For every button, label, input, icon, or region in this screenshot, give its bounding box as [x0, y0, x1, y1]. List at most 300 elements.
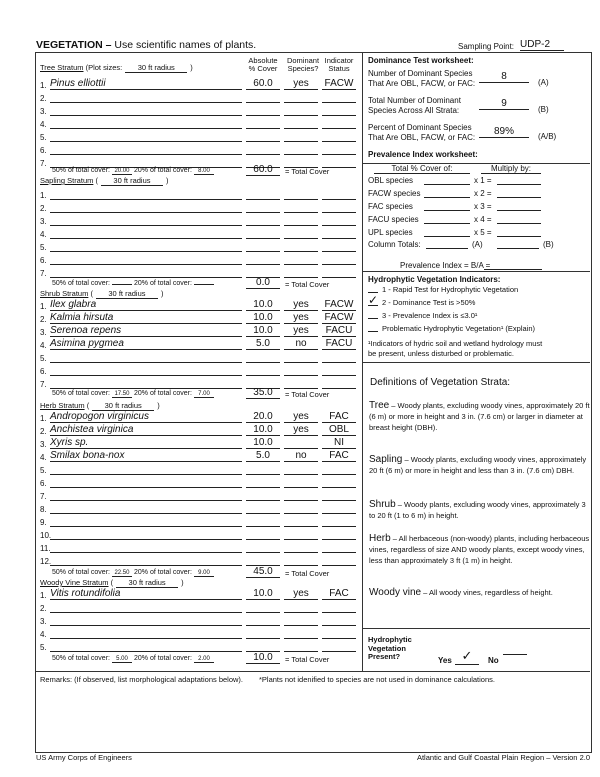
- vine-twenty-label: 20% of total cover:: [133, 655, 192, 662]
- indicator-checkbox[interactable]: [368, 321, 378, 332]
- prevalence-product-field[interactable]: [497, 197, 541, 198]
- prevalence-multiplier: x 4 =: [474, 215, 492, 224]
- tree-species-field[interactable]: [50, 143, 242, 155]
- sapling-species-field[interactable]: [50, 227, 242, 239]
- herb-cover-field[interactable]: [246, 489, 280, 501]
- sapling-cover-field[interactable]: [246, 214, 280, 226]
- herb-row-number: 3.: [40, 440, 47, 449]
- vine-species-field[interactable]: [50, 627, 242, 639]
- prevalence-multiplier: x 3 =: [474, 202, 492, 211]
- col-dominant-header: Dominant Species?: [286, 56, 320, 73]
- sapling-row-number: 4.: [40, 230, 47, 239]
- sapling-fifty-field[interactable]: [112, 284, 132, 285]
- present-no-field[interactable]: [503, 654, 527, 655]
- vine-fifty-label: 50% of total cover:: [52, 655, 110, 662]
- herb-species-field[interactable]: [50, 554, 242, 566]
- prevalence-totals-label: Column Totals:: [368, 240, 421, 249]
- dominance-b-label: Total Number of Dominant Species Across All Strata:: [368, 96, 461, 115]
- tree-row-number: 5.: [40, 133, 47, 142]
- vine-dominant-field[interactable]: [284, 627, 318, 639]
- definition-herb: Herb – All herbaceous (non-woody) plants, including herbaceous vines, regardless of size AND woody plants, except woody vines, less than approximately 3 ft (1 m) in height.: [369, 533, 590, 565]
- herb-dominant-field[interactable]: [284, 554, 318, 566]
- shrub-cover-field[interactable]: 10.0: [246, 299, 280, 311]
- sapling-species-field[interactable]: [50, 214, 242, 226]
- herb-indicator-field[interactable]: OBL: [322, 424, 356, 436]
- tree-twenty-field[interactable]: 8.00: [194, 168, 214, 175]
- shrub-dominant-field[interactable]: yes: [284, 325, 318, 337]
- footer-right: Atlantic and Gulf Coastal Plain Region – Version 2.0: [416, 753, 590, 762]
- present-yes-field[interactable]: ✓: [455, 648, 479, 665]
- herb-indicator-field[interactable]: FAC: [322, 450, 356, 462]
- sapling-plot-size-field[interactable]: 30 ft radius: [101, 176, 163, 186]
- vine-cover-field[interactable]: 10.0: [246, 588, 280, 600]
- sapling-species-field[interactable]: [50, 253, 242, 265]
- tree-row-number: 1.: [40, 81, 47, 90]
- vine-species-field[interactable]: [50, 640, 242, 652]
- vine-row-number: 4.: [40, 630, 47, 639]
- herb-dominant-field[interactable]: [284, 437, 318, 449]
- prevalence-cover-field[interactable]: [424, 184, 470, 185]
- herb-dominant-field[interactable]: [284, 528, 318, 540]
- herb-fifty-field[interactable]: 22.50: [112, 570, 132, 577]
- definitions-title: Definitions of Vegetation Strata:: [370, 377, 511, 388]
- tree-indicator-field[interactable]: [322, 104, 356, 116]
- herb-indicator-field[interactable]: [322, 502, 356, 514]
- definition-woody-vine: Woody vine – All woody vines, regardless of height.: [369, 587, 553, 598]
- sapling-indicator-field[interactable]: [322, 188, 356, 200]
- prevalence-cover-field[interactable]: [424, 197, 470, 198]
- sapling-indicator-field[interactable]: [322, 201, 356, 213]
- herb-dominant-field[interactable]: [284, 541, 318, 553]
- herb-cover-field[interactable]: [246, 554, 280, 566]
- sapling-species-field[interactable]: [50, 201, 242, 213]
- dominance-c-field[interactable]: 89%: [479, 126, 529, 138]
- vine-dominant-field[interactable]: [284, 601, 318, 613]
- sapling-dominant-field[interactable]: [284, 227, 318, 239]
- shrub-dominant-field[interactable]: yes: [284, 299, 318, 311]
- herb-species-field[interactable]: [50, 502, 242, 514]
- sapling-twenty-label: 20% of total cover:: [133, 280, 192, 287]
- herb-dominant-field[interactable]: [284, 463, 318, 475]
- sampling-point-field[interactable]: UDP-2: [520, 39, 564, 51]
- shrub-stratum-label: Shrub Stratum: [40, 289, 89, 298]
- col-absolute-header: Absolute % Cover: [248, 56, 278, 73]
- herb-species-field[interactable]: [50, 541, 242, 553]
- sapling-dominant-field[interactable]: [284, 188, 318, 200]
- shrub-twenty-label: 20% of total cover:: [133, 390, 192, 397]
- shrub-cover-field[interactable]: 10.0: [246, 325, 280, 337]
- tree-twenty-label: 20% of total cover:: [133, 167, 192, 174]
- indicator-checkbox[interactable]: [368, 308, 378, 319]
- prevalence-total-b-field[interactable]: [497, 248, 539, 249]
- sampling-point-label: Sampling Point:: [458, 42, 515, 51]
- herb-close-paren: ): [157, 401, 160, 410]
- divider-definitions: [362, 628, 590, 629]
- shrub-indicator-field[interactable]: [322, 364, 356, 376]
- shrub-dominant-field[interactable]: yes: [284, 312, 318, 324]
- sapling-fifty-label: 50% of total cover:: [52, 280, 110, 287]
- vine-stratum-header: [40, 578, 184, 588]
- tree-cover-field[interactable]: [246, 143, 280, 155]
- vine-total-cover-field[interactable]: 10.0: [246, 652, 280, 664]
- form-title: [36, 39, 256, 51]
- prevalence-cover-field[interactable]: [424, 223, 470, 224]
- shrub-cover-summary: [52, 390, 214, 398]
- shrub-dominant-field[interactable]: [284, 364, 318, 376]
- shrub-species-field[interactable]: [50, 364, 242, 376]
- herb-plot-size-field[interactable]: 30 ft radius: [92, 401, 154, 411]
- herb-row-number: 8.: [40, 505, 47, 514]
- herb-stratum-label: Herb Stratum: [40, 401, 85, 410]
- sapling-indicator-field[interactable]: [322, 266, 356, 278]
- herb-cover-field[interactable]: [246, 541, 280, 553]
- sapling-twenty-field[interactable]: [194, 284, 214, 285]
- shrub-species-field[interactable]: [50, 377, 242, 389]
- herb-row-number: 2.: [40, 427, 47, 436]
- herb-cover-field[interactable]: [246, 502, 280, 514]
- sapling-indicator-field[interactable]: [322, 253, 356, 265]
- shrub-fifty-field[interactable]: 17.50: [112, 391, 132, 398]
- tree-row-number: 4.: [40, 120, 47, 129]
- shrub-row-number: 7.: [40, 380, 47, 389]
- prevalence-product-field[interactable]: [497, 210, 541, 211]
- prevalence-totals-a: (A): [472, 240, 483, 249]
- vine-plot-size-field[interactable]: 30 ft radius: [116, 578, 178, 588]
- herb-dominant-field[interactable]: [284, 502, 318, 514]
- shrub-species-field[interactable]: Serenoa repens: [50, 325, 242, 337]
- tree-row-number: 3.: [40, 107, 47, 116]
- shrub-species-field[interactable]: Asimina pygmea: [50, 338, 242, 350]
- shrub-indicator-field[interactable]: FACU: [322, 325, 356, 337]
- definition-shrub: Shrub – Woody plants, excluding woody vines, approximately 3 to 20 ft (1 to 6 m) in height.: [369, 499, 586, 520]
- tree-total-cover-label: = Total Cover: [285, 167, 330, 176]
- dominance-a-tag: (A): [538, 78, 549, 87]
- herb-cover-summary: [52, 569, 214, 577]
- prevalence-total-a-field[interactable]: [426, 248, 468, 249]
- form-title-rest: Use scientific names of plants.: [114, 39, 257, 51]
- prevalence-row-label: FACU species: [368, 215, 419, 224]
- vine-cover-field[interactable]: [246, 601, 280, 613]
- shrub-row-number: 6.: [40, 367, 47, 376]
- prevalence-multiplier: x 1 =: [474, 176, 492, 185]
- tree-indicator-field[interactable]: [322, 143, 356, 155]
- sapling-row-number: 2.: [40, 204, 47, 213]
- vine-twenty-field[interactable]: 2.00: [194, 656, 214, 663]
- vine-indicator-field[interactable]: [322, 614, 356, 626]
- shrub-indicator-field[interactable]: [322, 351, 356, 363]
- sapling-cover-summary: [52, 280, 214, 287]
- prevalence-index-label: Prevalence Index = B/A =: [400, 261, 491, 270]
- tree-dominant-field[interactable]: [284, 91, 318, 103]
- herb-dominant-field[interactable]: yes: [284, 411, 318, 423]
- shrub-cover-field[interactable]: [246, 364, 280, 376]
- tree-dominant-field[interactable]: [284, 104, 318, 116]
- sapling-row-number: 7.: [40, 269, 47, 278]
- shrub-twenty-field[interactable]: 7.00: [194, 391, 214, 398]
- vine-dominant-field[interactable]: yes: [284, 588, 318, 600]
- shrub-indicator-field[interactable]: FACW: [322, 299, 356, 311]
- shrub-dominant-field[interactable]: no: [284, 338, 318, 350]
- sapling-indicator-field[interactable]: [322, 240, 356, 252]
- prevalence-multiplier: x 2 =: [474, 189, 492, 198]
- herb-dominant-field[interactable]: [284, 515, 318, 527]
- shrub-species-field[interactable]: [50, 351, 242, 363]
- herb-indicator-field[interactable]: [322, 515, 356, 527]
- vine-cover-summary: [52, 655, 214, 663]
- indicator-label: 2 - Dominance Test is >50%: [382, 298, 476, 307]
- herb-row-number: 5.: [40, 466, 47, 475]
- herb-species-field[interactable]: [50, 515, 242, 527]
- sapling-dominant-field[interactable]: [284, 253, 318, 265]
- herb-row-number: 4.: [40, 453, 47, 462]
- prevalence-cover-field[interactable]: [424, 236, 470, 237]
- sapling-row-number: 6.: [40, 256, 47, 265]
- herb-cover-field[interactable]: [246, 463, 280, 475]
- col-indicator-header: Indicator Status: [324, 56, 354, 73]
- herb-row-number: 1.: [40, 414, 47, 423]
- sapling-cover-field[interactable]: [246, 240, 280, 252]
- remarks-field[interactable]: [36, 686, 589, 750]
- prevalence-cover-field[interactable]: [424, 210, 470, 211]
- herb-cover-field[interactable]: 20.0: [246, 411, 280, 423]
- tree-cover-field[interactable]: 60.0: [246, 78, 280, 90]
- herb-species-field[interactable]: Anchistea virginica: [50, 424, 242, 436]
- prevalence-product-field[interactable]: [497, 236, 541, 237]
- tree-row-number: 7.: [40, 159, 47, 168]
- herb-indicator-field[interactable]: [322, 489, 356, 501]
- dominance-c-label: Percent of Dominant Species That Are OBL, FACW, or FAC:: [368, 123, 476, 142]
- prevalence-row-label: FACW species: [368, 189, 421, 198]
- sapling-species-field[interactable]: [50, 240, 242, 252]
- vine-open-paren: (: [110, 578, 114, 587]
- tree-row-number: 6.: [40, 146, 47, 155]
- herb-species-field[interactable]: Andropogon virginicus: [50, 411, 242, 423]
- dominance-c-tag: (A/B): [538, 132, 557, 141]
- tree-cover-field[interactable]: [246, 104, 280, 116]
- sapling-indicator-field[interactable]: [322, 214, 356, 226]
- herb-row-number: 11.: [40, 544, 51, 553]
- sapling-cover-field[interactable]: [246, 201, 280, 213]
- sapling-indicator-field[interactable]: [322, 227, 356, 239]
- shrub-row-number: 4.: [40, 341, 47, 350]
- sapling-cover-field[interactable]: [246, 188, 280, 200]
- vine-close-paren: ): [181, 578, 184, 587]
- vine-dominant-field[interactable]: [284, 614, 318, 626]
- prevalence-product-field[interactable]: [497, 184, 541, 185]
- remarks-note: *Plants not idenified to species are not used in dominance calculations.: [259, 675, 495, 684]
- herb-indicator-field[interactable]: [322, 463, 356, 475]
- sapling-total-cover-label: = Total Cover: [285, 280, 330, 289]
- sapling-species-field[interactable]: [50, 266, 242, 278]
- dominance-a-field[interactable]: 8: [479, 71, 529, 83]
- herb-species-field[interactable]: Smilax bona-nox: [50, 450, 242, 462]
- tree-species-field[interactable]: [50, 91, 242, 103]
- herb-total-cover-label: = Total Cover: [285, 569, 330, 578]
- indicator-label: 1 - Rapid Test for Hydrophytic Vegetation: [382, 285, 519, 294]
- vine-total-cover-label: = Total Cover: [285, 655, 330, 664]
- tree-cover-field[interactable]: [246, 130, 280, 142]
- herb-cover-field[interactable]: [246, 515, 280, 527]
- sapling-total-cover-field[interactable]: 0.0: [246, 277, 280, 289]
- vine-indicator-field[interactable]: [322, 627, 356, 639]
- vine-fifty-field[interactable]: 5.00: [112, 656, 132, 663]
- tree-stratum-label: Tree Stratum: [40, 63, 84, 72]
- tree-indicator-field[interactable]: [322, 130, 356, 142]
- tree-dominant-field[interactable]: [284, 117, 318, 129]
- shrub-cover-field[interactable]: 5.0: [246, 338, 280, 350]
- herb-dominant-field[interactable]: yes: [284, 424, 318, 436]
- vine-indicator-field[interactable]: [322, 601, 356, 613]
- tree-dominant-field[interactable]: [284, 143, 318, 155]
- vine-cover-field[interactable]: [246, 640, 280, 652]
- herb-row-number: 7.: [40, 492, 47, 501]
- vine-cover-field[interactable]: [246, 614, 280, 626]
- indicator-checkbox[interactable]: [368, 282, 378, 293]
- tree-indicator-field[interactable]: [322, 91, 356, 103]
- herb-row-number: 12.: [40, 557, 52, 566]
- sapling-close-paren: ): [165, 176, 169, 185]
- tree-cover-field[interactable]: [246, 91, 280, 103]
- vine-species-field[interactable]: [50, 601, 242, 613]
- sapling-dominant-field[interactable]: [284, 201, 318, 213]
- shrub-dominant-field[interactable]: [284, 377, 318, 389]
- shrub-total-cover-field[interactable]: 35.0: [246, 387, 280, 399]
- shrub-species-field[interactable]: Ilex glabra: [50, 299, 242, 311]
- herb-indicator-field[interactable]: [322, 476, 356, 488]
- herb-stratum-header: [40, 401, 160, 411]
- prevalence-row-label: UPL species: [368, 228, 413, 237]
- tree-species-field[interactable]: [50, 104, 242, 116]
- herb-fifty-label: 50% of total cover:: [52, 569, 110, 576]
- prevalence-row-label: FAC species: [368, 202, 413, 211]
- herb-indicator-field[interactable]: [322, 528, 356, 540]
- herb-cover-field[interactable]: 5.0: [246, 450, 280, 462]
- herb-species-field[interactable]: [50, 476, 242, 488]
- herb-row-number: 6.: [40, 479, 47, 488]
- vine-row-number: 2.: [40, 604, 47, 613]
- tree-row-number: 2.: [40, 94, 47, 103]
- tree-species-field[interactable]: [50, 117, 242, 129]
- dominance-title: Dominance Test worksheet:: [368, 56, 474, 65]
- sapling-species-field[interactable]: [50, 188, 242, 200]
- prevalence-product-field[interactable]: [497, 223, 541, 224]
- sapling-cover-field[interactable]: [246, 253, 280, 265]
- herb-indicator-field[interactable]: [322, 554, 356, 566]
- vine-indicator-field[interactable]: FAC: [322, 588, 356, 600]
- prevalence-row-label: OBL species: [368, 176, 414, 185]
- sapling-dominant-field[interactable]: [284, 214, 318, 226]
- tree-dominant-field[interactable]: yes: [284, 78, 318, 90]
- tree-cover-field[interactable]: [246, 117, 280, 129]
- vine-dominant-field[interactable]: [284, 640, 318, 652]
- sapling-stratum-label: Sapling Stratum: [40, 176, 94, 185]
- vine-species-field[interactable]: Vitis rotundifolia: [50, 588, 242, 600]
- indicator-checkbox[interactable]: ✓: [368, 293, 379, 307]
- herb-species-field[interactable]: Xyris sp.: [50, 437, 242, 449]
- shrub-cover-field[interactable]: 10.0: [246, 312, 280, 324]
- tree-total-cover-field[interactable]: 60.0: [246, 164, 280, 176]
- sapling-row-number: 1.: [40, 191, 47, 200]
- tree-stratum-header: [40, 63, 193, 73]
- shrub-fifty-label: 50% of total cover:: [52, 390, 110, 397]
- remarks-label: Remarks: (If observed, list morphological adaptations below).: [40, 675, 244, 684]
- herb-cover-field[interactable]: [246, 528, 280, 540]
- herb-dominant-field[interactable]: [284, 476, 318, 488]
- shrub-total-cover-label: = Total Cover: [285, 390, 330, 399]
- tree-indicator-field[interactable]: FACW: [322, 78, 356, 90]
- shrub-open-paren: (: [90, 289, 93, 298]
- shrub-plot-size-field[interactable]: 30 ft radius: [96, 289, 158, 299]
- tree-species-field[interactable]: [50, 130, 242, 142]
- herb-open-paren: (: [86, 401, 90, 410]
- shrub-dominant-field[interactable]: [284, 351, 318, 363]
- herb-species-field[interactable]: [50, 528, 242, 540]
- shrub-row-number: 1.: [40, 302, 47, 311]
- dominance-b-field[interactable]: 9: [479, 98, 529, 110]
- herb-total-cover-field[interactable]: 45.0: [246, 566, 280, 578]
- definition-sapling: Sapling – Woody plants, excluding woody vines, approximately 20 ft (6 m) or more in height and less than 3 in. (7.6 cm) DBH.: [369, 454, 587, 475]
- sapling-dominant-field[interactable]: [284, 240, 318, 252]
- shrub-indicator-field[interactable]: FACU: [322, 338, 356, 350]
- definition-tree: Tree – Woody plants, excluding woody vines, approximately 20 ft (6 m) or more in height and 3 in. (7.6 cm) or larger in diameter at breast height (DBH).: [369, 400, 590, 432]
- vine-indicator-field[interactable]: [322, 640, 356, 652]
- herb-dominant-field[interactable]: no: [284, 450, 318, 462]
- indicator-label: Problematic Hydrophytic Vegetation¹ (Explain): [382, 324, 535, 333]
- form-title-bold: VEGETATION –: [36, 39, 112, 51]
- shrub-row-number: 3.: [40, 328, 47, 337]
- herb-cover-field[interactable]: 10.0: [246, 437, 280, 449]
- tree-fifty-field[interactable]: 20.00: [112, 168, 132, 175]
- herb-cover-field[interactable]: 10.0: [246, 424, 280, 436]
- herb-species-field[interactable]: [50, 489, 242, 501]
- shrub-row-number: 5.: [40, 354, 47, 363]
- tree-dominant-field[interactable]: [284, 130, 318, 142]
- herb-dominant-field[interactable]: [284, 489, 318, 501]
- divider-prevalence: [362, 271, 590, 272]
- herb-cover-field[interactable]: [246, 476, 280, 488]
- prevalence-title: Prevalence Index worksheet:: [368, 150, 478, 159]
- shrub-indicator-field[interactable]: [322, 377, 356, 389]
- vine-stratum-label: Woody Vine Stratum: [40, 578, 109, 587]
- shrub-indicator-field[interactable]: FACW: [322, 312, 356, 324]
- herb-indicator-field[interactable]: [322, 541, 356, 553]
- dominance-a-label: Number of Dominant Species That Are OBL, FACW, or FAC:: [368, 69, 476, 88]
- vegetation-present-label: Hydrophytic Vegetation Present?: [368, 635, 412, 661]
- sapling-cover-field[interactable]: [246, 227, 280, 239]
- tree-plot-size-field[interactable]: 30 ft radius: [125, 63, 187, 73]
- sapling-dominant-field[interactable]: [284, 266, 318, 278]
- herb-twenty-field[interactable]: 9.00: [194, 570, 214, 577]
- shrub-cover-field[interactable]: [246, 351, 280, 363]
- present-no-label: No: [488, 656, 499, 665]
- shrub-species-field[interactable]: Kalmia hirsuta: [50, 312, 242, 324]
- herb-species-field[interactable]: [50, 463, 242, 475]
- tree-species-field[interactable]: Pinus elliottii: [50, 78, 242, 90]
- sapling-row-number: 5.: [40, 243, 47, 252]
- indicators-footnote: ¹Indicators of hydric soil and wetland hydrology must be present, unless disturbed or problematic.: [368, 339, 543, 358]
- prevalence-totals-b: (B): [543, 240, 554, 249]
- herb-indicator-field[interactable]: NI: [322, 437, 356, 449]
- indicators-title: Hydrophytic Vegetation Indicators:: [368, 275, 501, 284]
- herb-indicator-field[interactable]: FAC: [322, 411, 356, 423]
- vine-species-field[interactable]: [50, 614, 242, 626]
- tree-plot-label: (Plot sizes:: [85, 63, 123, 72]
- vine-row-number: 1.: [40, 591, 47, 600]
- tree-indicator-field[interactable]: [322, 117, 356, 129]
- prevalence-index-field[interactable]: [484, 269, 542, 270]
- vine-cover-field[interactable]: [246, 627, 280, 639]
- shrub-row-number: 2.: [40, 315, 47, 324]
